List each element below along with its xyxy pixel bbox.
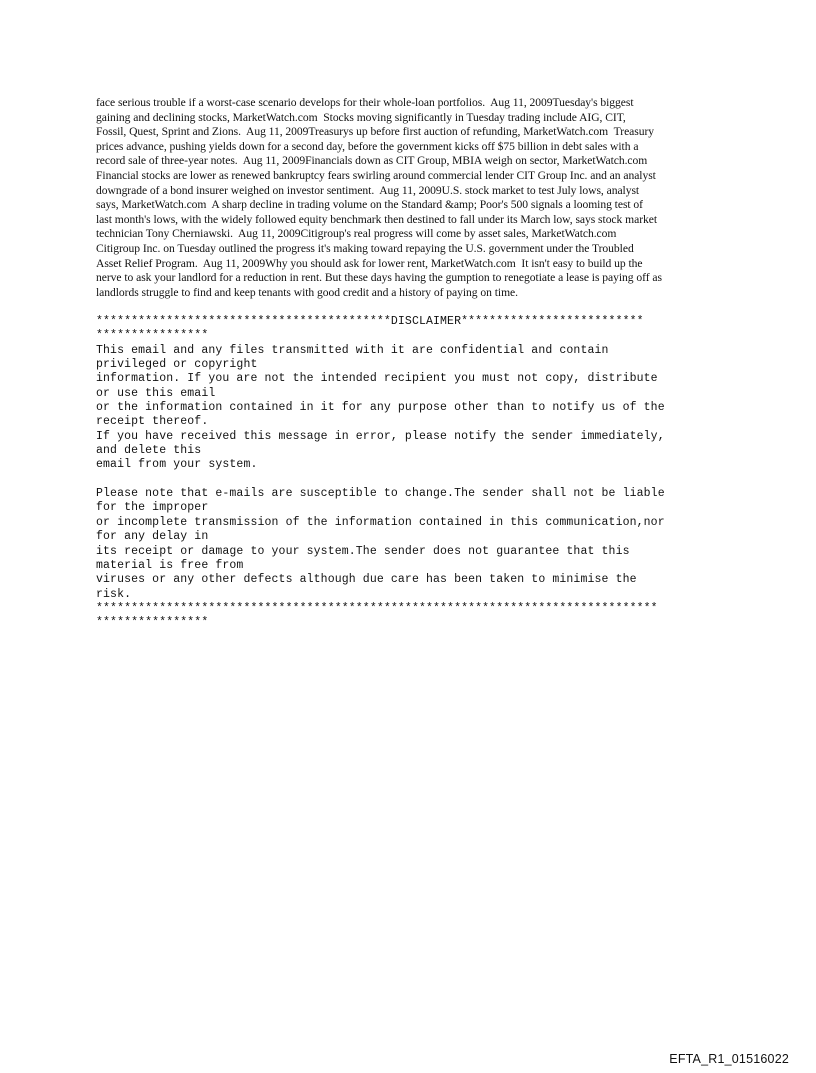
body-line: landlords struggle to find and keep tenants with good credit and a history of paying on time. xyxy=(96,285,518,299)
body-line: Fossil, Quest, Sprint and Zions. Aug 11, 2009Treasurys up before first auction of refunding, MarketWatch.com Treasury xyxy=(96,125,655,139)
body-line: record sale of three-year notes. Aug 11, 2009Financials down as CIT Group, MBIA weigh on sector, MarketWatch.com xyxy=(96,154,648,168)
disclaimer-line: risk. xyxy=(96,587,132,601)
disclaimer-line: **************** xyxy=(96,329,209,343)
disclaimer-blank-line xyxy=(96,473,736,487)
disclaimer-line: privileged or copyright xyxy=(96,358,258,372)
disclaimer-line: information. If you are not the intended recipient you must not copy, distribute xyxy=(96,372,658,386)
body-line: prices advance, pushing yields down for a second day, before the government kicks off $75 billion in debt sales with a xyxy=(96,139,639,153)
body-line: last month's lows, with the widely followed equity benchmark then destined to fall under its March low, says stock market xyxy=(96,212,658,226)
disclaimer-line: viruses or any other defects although due care has been taken to minimise the xyxy=(96,573,637,587)
disclaimer-line: If you have received this message in error, please notify the sender immediately, xyxy=(96,429,665,443)
disclaimer-line: material is free from xyxy=(96,558,244,572)
disclaimer-line: and delete this xyxy=(96,444,202,458)
disclaimer-line: for any delay in xyxy=(96,530,209,544)
news-digest-text xyxy=(96,96,724,300)
body-line: nerve to ask your landlord for a reduction in rent. But these days having the gumption to renegotiate a lease is paying off as xyxy=(96,271,662,285)
disclaimer-line: Please note that e-mails are susceptible to change.The sender shall not be liable xyxy=(96,487,665,501)
body-line: downgrade of a bond insurer weighed on investor sentiment. Aug 11, 2009U.S. stock market to test July lows, analyst xyxy=(96,183,640,197)
disclaimer-line: for the improper xyxy=(96,501,209,515)
disclaimer-line: This email and any files transmitted with it are confidential and contain xyxy=(96,343,609,357)
body-line: face serious trouble if a worst-case scenario develops for their whole-loan portfolios. Aug 11, 2009Tuesday's biggest xyxy=(96,96,634,109)
body-line: technician Tony Cherniawski. Aug 11, 2009Citigroup's real progress will come by asset sales, MarketWatch.com xyxy=(96,227,617,241)
disclaimer-footer-line: **************** xyxy=(96,616,209,630)
disclaimer-line: its receipt or damage to your system.The sender does not guarantee that this xyxy=(96,544,630,558)
disclaimer-line: receipt thereof. xyxy=(96,415,209,429)
body-line: gaining and declining stocks, MarketWatch.com Stocks moving significantly in Tuesday trading include AIG, CIT, xyxy=(96,110,626,124)
body-line: Asset Relief Program. Aug 11, 2009Why you should ask for lower rent, MarketWatch.com It isn't easy to build up the xyxy=(96,256,643,270)
disclaimer-line: or the information contained in it for any purpose other than to notify us of the xyxy=(96,401,665,415)
disclaimer-line: or incomplete transmission of the information contained in this communication,nor xyxy=(96,515,665,529)
email-disclaimer xyxy=(96,315,736,631)
body-line: Citigroup Inc. on Tuesday outlined the progress it's making toward repaying the U.S. government under the Troubled xyxy=(96,241,634,255)
disclaimer-line: email from your system. xyxy=(96,458,258,472)
body-line: Financial stocks are lower as renewed bankruptcy fears swirling around commercial lender CIT Group Inc. and an analyst xyxy=(96,168,656,182)
document-id-stamp: EFTA_R1_01516022 xyxy=(669,1052,789,1066)
body-line: says, MarketWatch.com A sharp decline in trading volume on the Standard &amp; Poor's 500 signals a looming test of xyxy=(96,198,643,212)
disclaimer-footer-line: ******************************************************************************** xyxy=(96,601,658,615)
disclaimer-header-line: ******************************************DISCLAIMER************************** xyxy=(96,315,644,328)
disclaimer-line: or use this email xyxy=(96,386,216,400)
